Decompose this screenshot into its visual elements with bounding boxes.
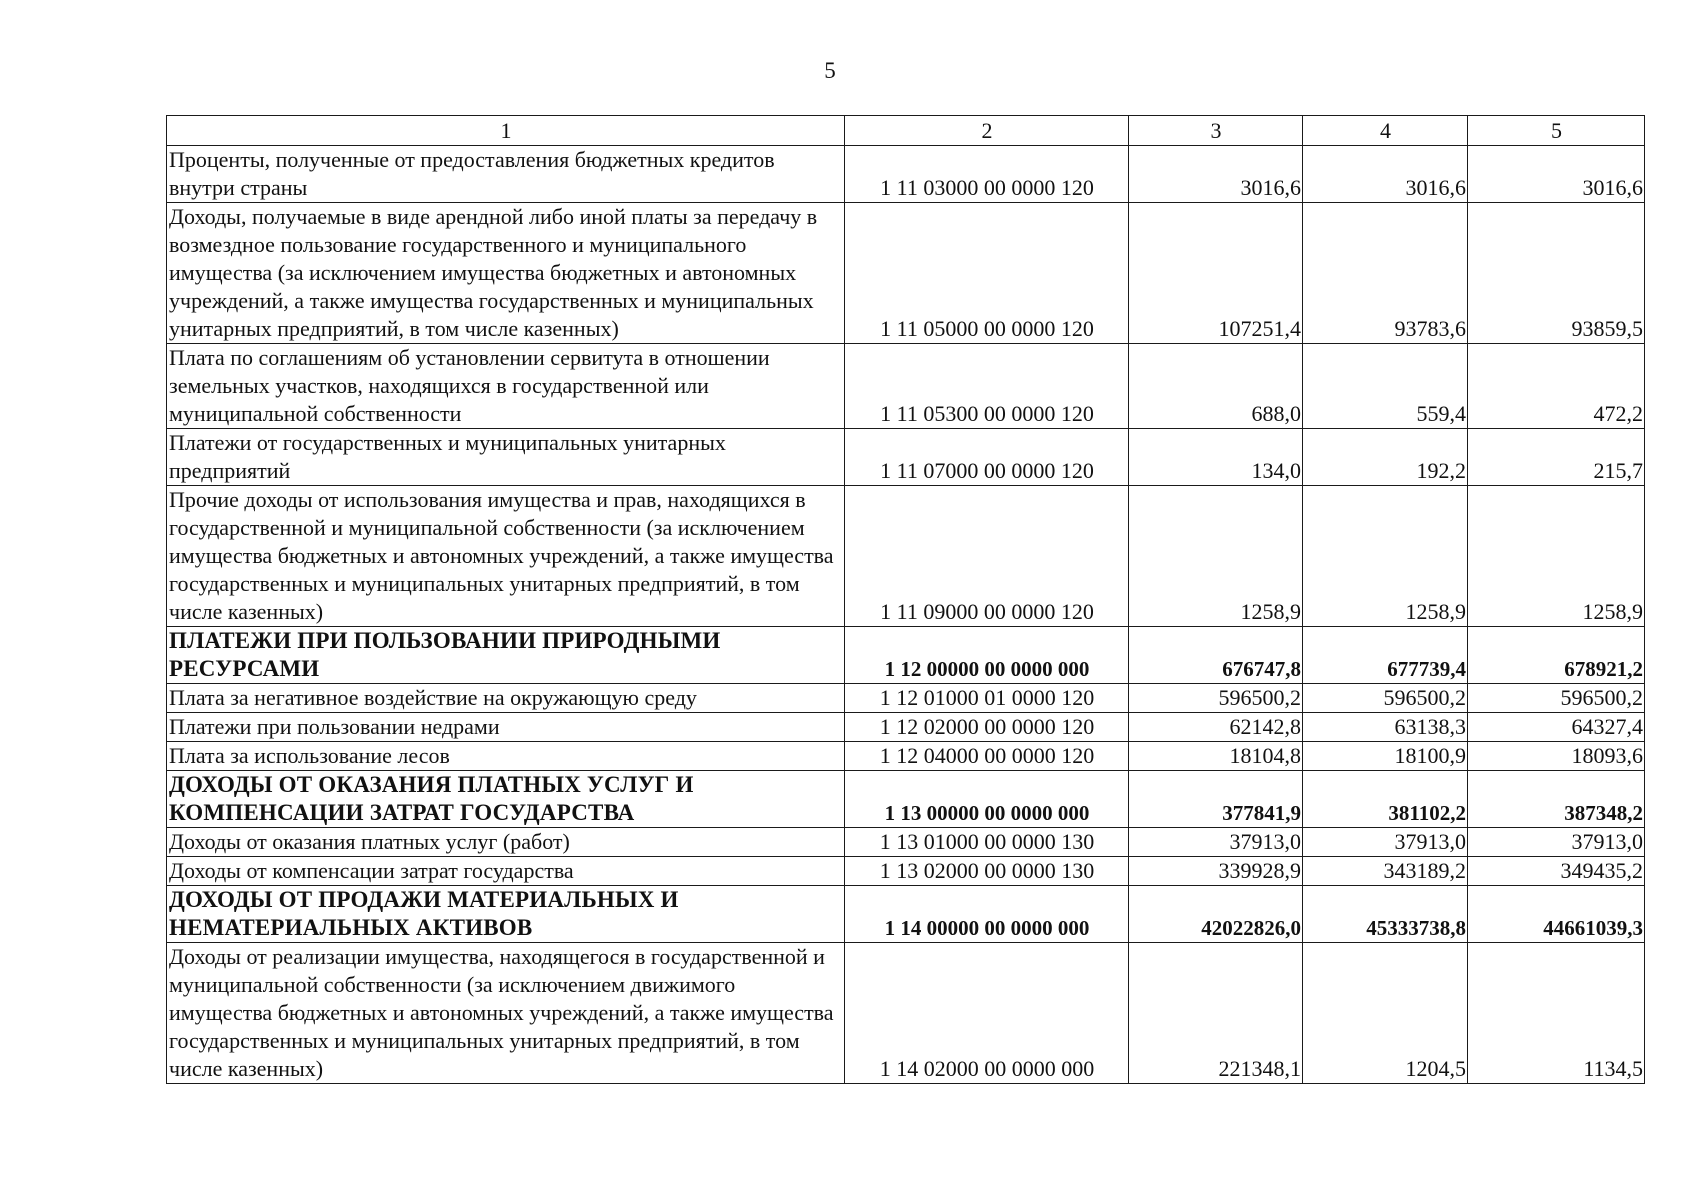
- column-number-4: 4: [1303, 116, 1468, 146]
- value-column-4-cell: 18100,9: [1303, 742, 1468, 771]
- value-column-5-cell: 1258,9: [1468, 486, 1645, 627]
- table-row: [167, 742, 1645, 771]
- value-column-5-cell: 678921,2: [1468, 627, 1645, 684]
- value-column-4-cell: 381102,2: [1303, 771, 1468, 828]
- budget-code-cell: 1 12 00000 00 0000 000: [845, 627, 1129, 684]
- column-number-1: 1: [167, 116, 845, 146]
- table-row: [167, 828, 1645, 857]
- value-column-5-cell: 472,2: [1468, 344, 1645, 429]
- value-column-5-cell: 93859,5: [1468, 203, 1645, 344]
- row-name-cell: Плата по соглашениям об установлении сервитута в отношении земельных участков, находящихся в государственной или муниципальной собственности: [167, 344, 845, 429]
- row-name-cell: Доходы от компенсации затрат государства: [167, 857, 845, 886]
- budget-code-cell: 1 13 01000 00 0000 130: [845, 828, 1129, 857]
- value-column-3-cell: 3016,6: [1129, 146, 1303, 203]
- value-column-4-cell: 37913,0: [1303, 828, 1468, 857]
- value-column-3-cell: 62142,8: [1129, 713, 1303, 742]
- column-number-2: 2: [845, 116, 1129, 146]
- value-column-4-cell: 63138,3: [1303, 713, 1468, 742]
- table-row: [167, 943, 1645, 1084]
- budget-code-cell: 1 13 02000 00 0000 130: [845, 857, 1129, 886]
- value-column-4-cell: 93783,6: [1303, 203, 1468, 344]
- value-column-4-cell: 1258,9: [1303, 486, 1468, 627]
- section-total-row: [167, 627, 1645, 684]
- column-number-3: 3: [1129, 116, 1303, 146]
- budget-code-cell: 1 14 02000 00 0000 000: [845, 943, 1129, 1084]
- value-column-5-cell: 64327,4: [1468, 713, 1645, 742]
- row-name-cell: ПЛАТЕЖИ ПРИ ПОЛЬЗОВАНИИ ПРИРОДНЫМИ РЕСУРСАМИ: [167, 627, 845, 684]
- budget-code-cell: 1 11 03000 00 0000 120: [845, 146, 1129, 203]
- budget-code-cell: 1 11 05300 00 0000 120: [845, 344, 1129, 429]
- value-column-3-cell: 134,0: [1129, 429, 1303, 486]
- value-column-4-cell: 596500,2: [1303, 684, 1468, 713]
- section-total-row: [167, 771, 1645, 828]
- column-number-row: [167, 116, 1645, 146]
- value-column-5-cell: 44661039,3: [1468, 886, 1645, 943]
- section-total-row: [167, 886, 1645, 943]
- table-row: [167, 344, 1645, 429]
- value-column-3-cell: 1258,9: [1129, 486, 1303, 627]
- value-column-3-cell: 18104,8: [1129, 742, 1303, 771]
- row-name-cell: ДОХОДЫ ОТ ПРОДАЖИ МАТЕРИАЛЬНЫХ И НЕМАТЕРИАЛЬНЫХ АКТИВОВ: [167, 886, 845, 943]
- budget-code-cell: 1 11 07000 00 0000 120: [845, 429, 1129, 486]
- row-name-cell: Платежи при пользовании недрами: [167, 713, 845, 742]
- budget-code-cell: 1 11 05000 00 0000 120: [845, 203, 1129, 344]
- value-column-3-cell: 596500,2: [1129, 684, 1303, 713]
- table-row: [167, 684, 1645, 713]
- row-name-cell: Доходы от оказания платных услуг (работ): [167, 828, 845, 857]
- row-name-cell: Проценты, полученные от предоставления бюджетных кредитов внутри страны: [167, 146, 845, 203]
- value-column-3-cell: 107251,4: [1129, 203, 1303, 344]
- budget-code-cell: 1 11 09000 00 0000 120: [845, 486, 1129, 627]
- value-column-4-cell: 677739,4: [1303, 627, 1468, 684]
- value-column-3-cell: 377841,9: [1129, 771, 1303, 828]
- row-name-cell: Платежи от государственных и муниципальных унитарных предприятий: [167, 429, 845, 486]
- value-column-5-cell: 3016,6: [1468, 146, 1645, 203]
- value-column-5-cell: 37913,0: [1468, 828, 1645, 857]
- table-row: [167, 713, 1645, 742]
- value-column-4-cell: 343189,2: [1303, 857, 1468, 886]
- value-column-4-cell: 3016,6: [1303, 146, 1468, 203]
- budget-code-cell: 1 14 00000 00 0000 000: [845, 886, 1129, 943]
- revenue-table: [166, 115, 1645, 1084]
- value-column-4-cell: 192,2: [1303, 429, 1468, 486]
- value-column-4-cell: 1204,5: [1303, 943, 1468, 1084]
- value-column-3-cell: 221348,1: [1129, 943, 1303, 1084]
- value-column-4-cell: 559,4: [1303, 344, 1468, 429]
- value-column-5-cell: 215,7: [1468, 429, 1645, 486]
- column-number-5: 5: [1468, 116, 1645, 146]
- value-column-3-cell: 42022826,0: [1129, 886, 1303, 943]
- value-column-3-cell: 676747,8: [1129, 627, 1303, 684]
- value-column-3-cell: 688,0: [1129, 344, 1303, 429]
- budget-code-cell: 1 12 01000 01 0000 120: [845, 684, 1129, 713]
- row-name-cell: ДОХОДЫ ОТ ОКАЗАНИЯ ПЛАТНЫХ УСЛУГ И КОМПЕНСАЦИИ ЗАТРАТ ГОСУДАРСТВА: [167, 771, 845, 828]
- table-row: [167, 857, 1645, 886]
- row-name-cell: Плата за негативное воздействие на окружающую среду: [167, 684, 845, 713]
- value-column-3-cell: 37913,0: [1129, 828, 1303, 857]
- budget-code-cell: 1 12 02000 00 0000 120: [845, 713, 1129, 742]
- value-column-5-cell: 18093,6: [1468, 742, 1645, 771]
- row-name-cell: Доходы от реализации имущества, находящегося в государственной и муниципальной собственности (за исключением движимого имущества бюджетных и автономных учреждений, а также имущества государственных и муниципальных унитарных предприятий, в том числе казенных): [167, 943, 845, 1084]
- table-body: [167, 116, 1645, 1084]
- value-column-5-cell: 596500,2: [1468, 684, 1645, 713]
- row-name-cell: Прочие доходы от использования имущества и прав, находящихся в государственной и муниципальной собственности (за исключением имущества бюджетных и автономных учреждений, а также имущества государственных и муниципальных унитарных предприятий, в том числе казенных): [167, 486, 845, 627]
- value-column-5-cell: 1134,5: [1468, 943, 1645, 1084]
- row-name-cell: Доходы, получаемые в виде арендной либо иной платы за передачу в возмездное пользование государственного и муниципального имущества (за исключением имущества бюджетных и автономных учреждений, а также имущества государственных и муниципальных унитарных предприятий, в том числе казенных): [167, 203, 845, 344]
- value-column-5-cell: 387348,2: [1468, 771, 1645, 828]
- page-number: 5: [824, 58, 836, 83]
- value-column-5-cell: 349435,2: [1468, 857, 1645, 886]
- value-column-3-cell: 339928,9: [1129, 857, 1303, 886]
- row-name-cell: Плата за использование лесов: [167, 742, 845, 771]
- table-row: [167, 203, 1645, 344]
- table-row: [167, 146, 1645, 203]
- budget-code-cell: 1 13 00000 00 0000 000: [845, 771, 1129, 828]
- budget-code-cell: 1 12 04000 00 0000 120: [845, 742, 1129, 771]
- table-row: [167, 486, 1645, 627]
- table-row: [167, 429, 1645, 486]
- value-column-4-cell: 45333738,8: [1303, 886, 1468, 943]
